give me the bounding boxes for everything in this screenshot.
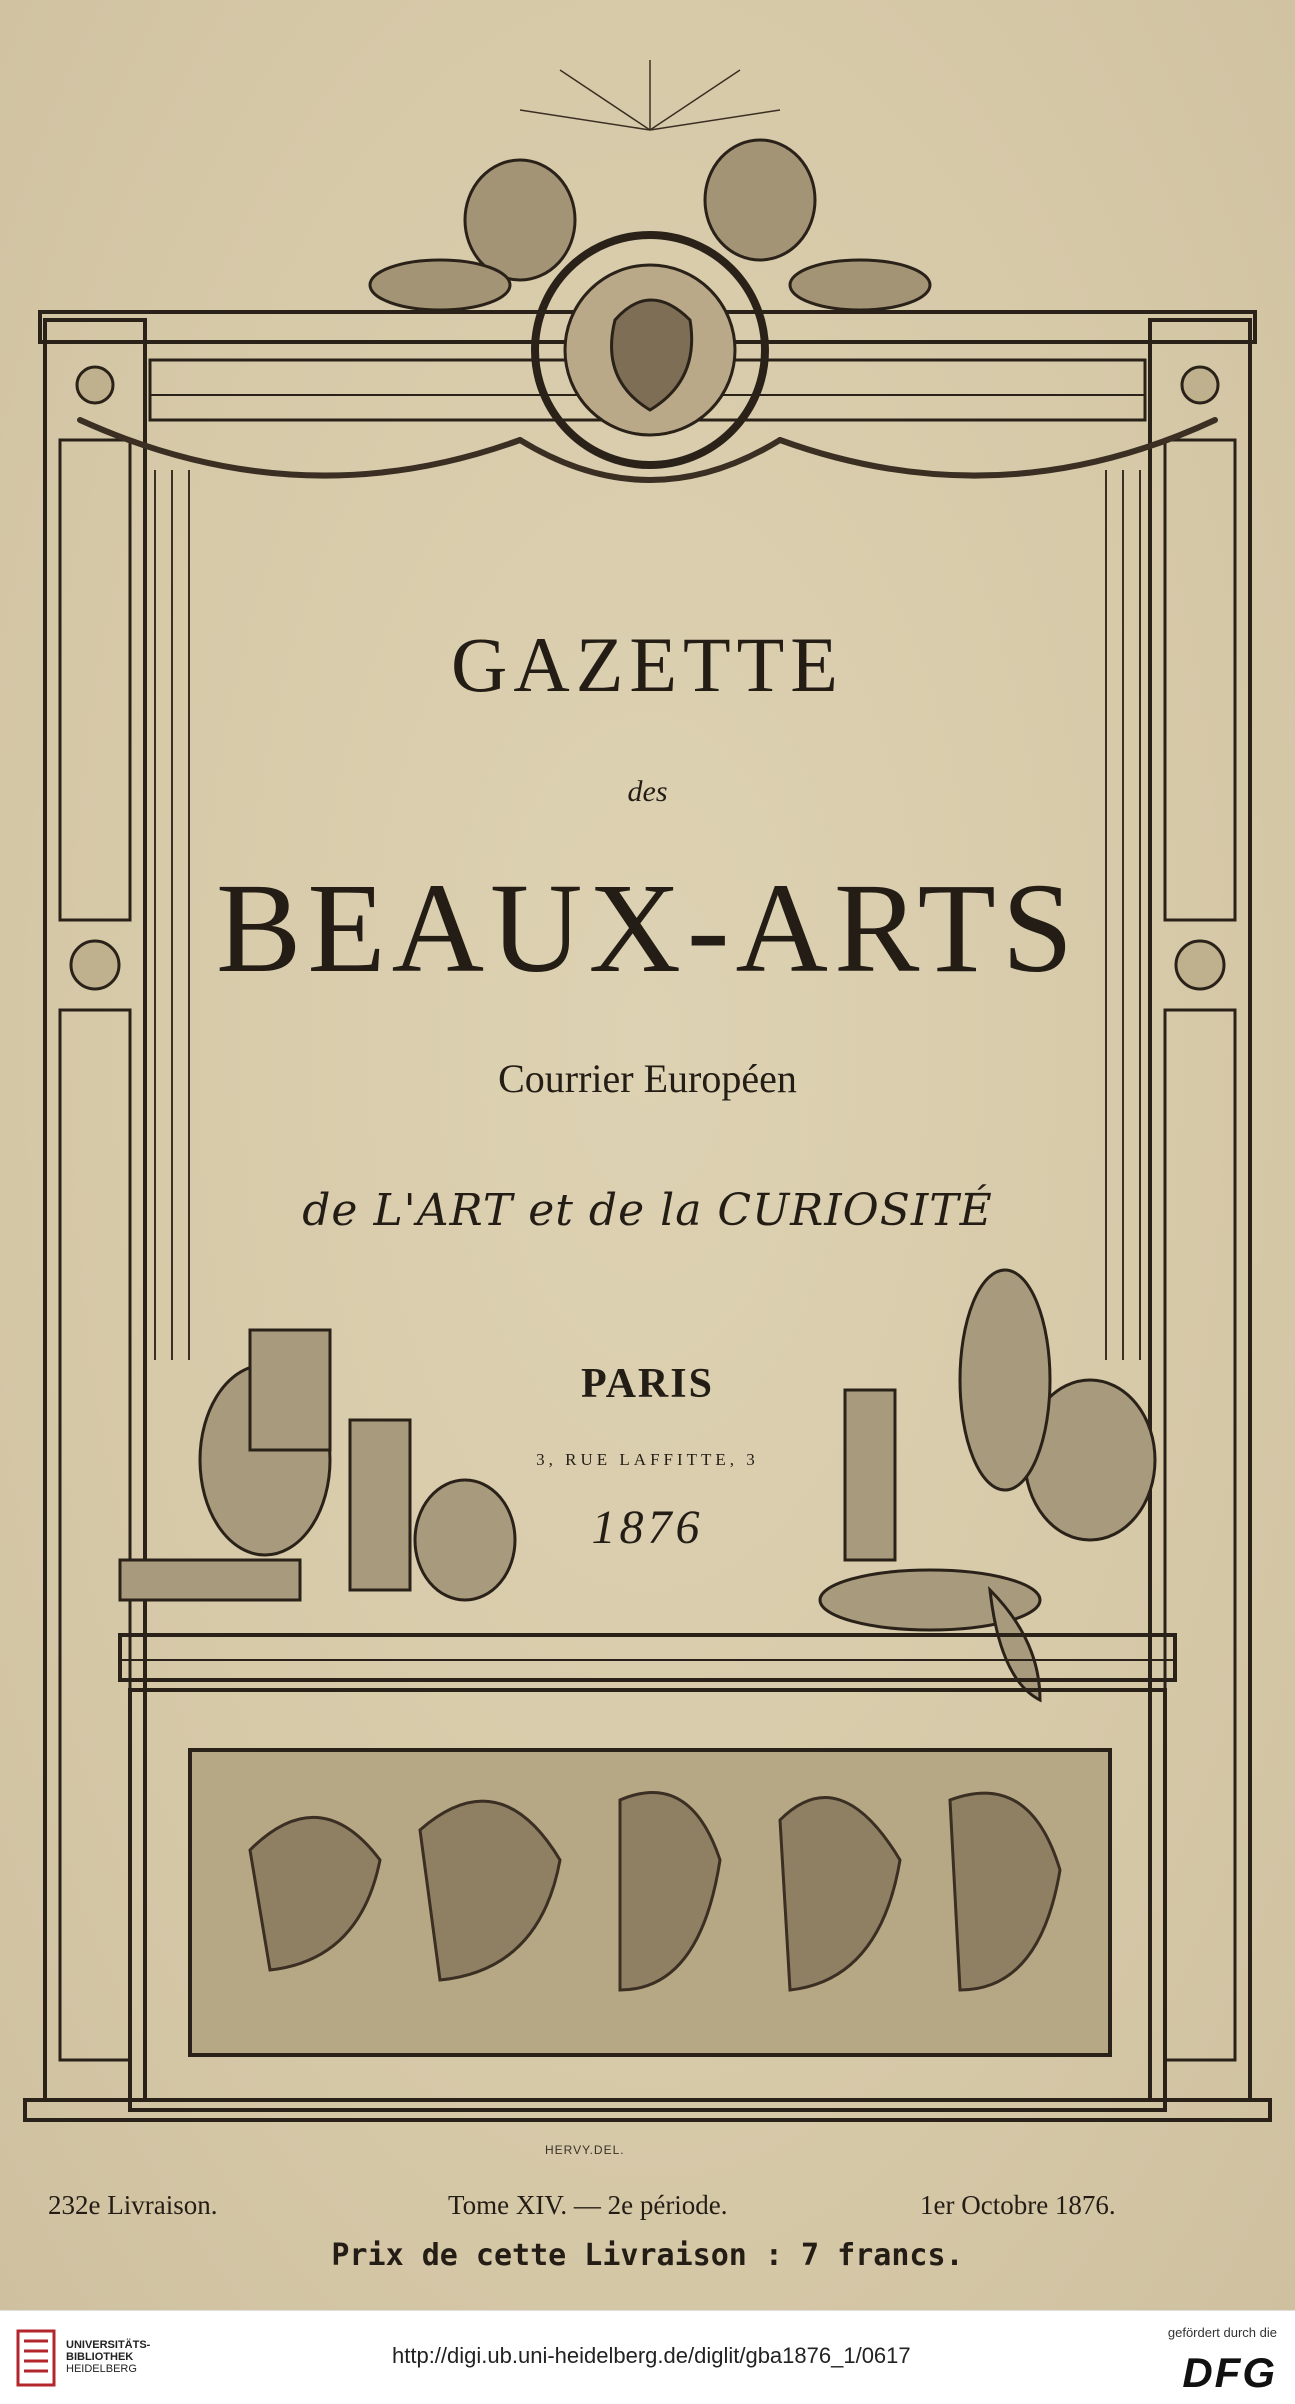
subtitle-courrier: Courrier Européen [498,1056,797,1101]
subtitle-art-curiosite: de L'ART et de la CURIOSITÉ [302,1185,993,1236]
library-name-line-1: UNIVERSITÄTS- [66,2339,151,2351]
funded-by-label: gefördert durch die [1167,2325,1277,2340]
permalink-url[interactable]: http://digi.ub.uni-heidelberg.de/diglit/gba1876_1/0617 [392,2343,911,2368]
issue-number: 232e Livraison. [48,2190,218,2220]
title-des: des [627,775,668,808]
library-name-line-2: BIBLIOTHEK [66,2351,134,2363]
dfg-logo: DFG [1182,2349,1277,2396]
university-library-logo-icon [14,2327,58,2389]
address-label: 3, RUE LAFFITTE, 3 [536,1450,759,1469]
viewer-footer [0,2310,1295,2404]
illustrator-credit: HERVY.DEL. [545,2143,625,2157]
volume-period: Tome XIV. — 2e période. [448,2190,728,2220]
price-line: Prix de cette Livraison : 7 francs. [331,2238,964,2273]
city-label: PARIS [581,1361,714,1407]
title-beaux-arts: BEAUX-ARTS [216,857,1079,999]
library-name [66,2339,150,2375]
title-gazette: GAZETTE [451,621,844,708]
library-name-line-3: HEIDELBERG [66,2363,137,2375]
issue-date: 1er Octobre 1876. [920,2190,1116,2220]
year-label: 1876 [591,1501,704,1554]
